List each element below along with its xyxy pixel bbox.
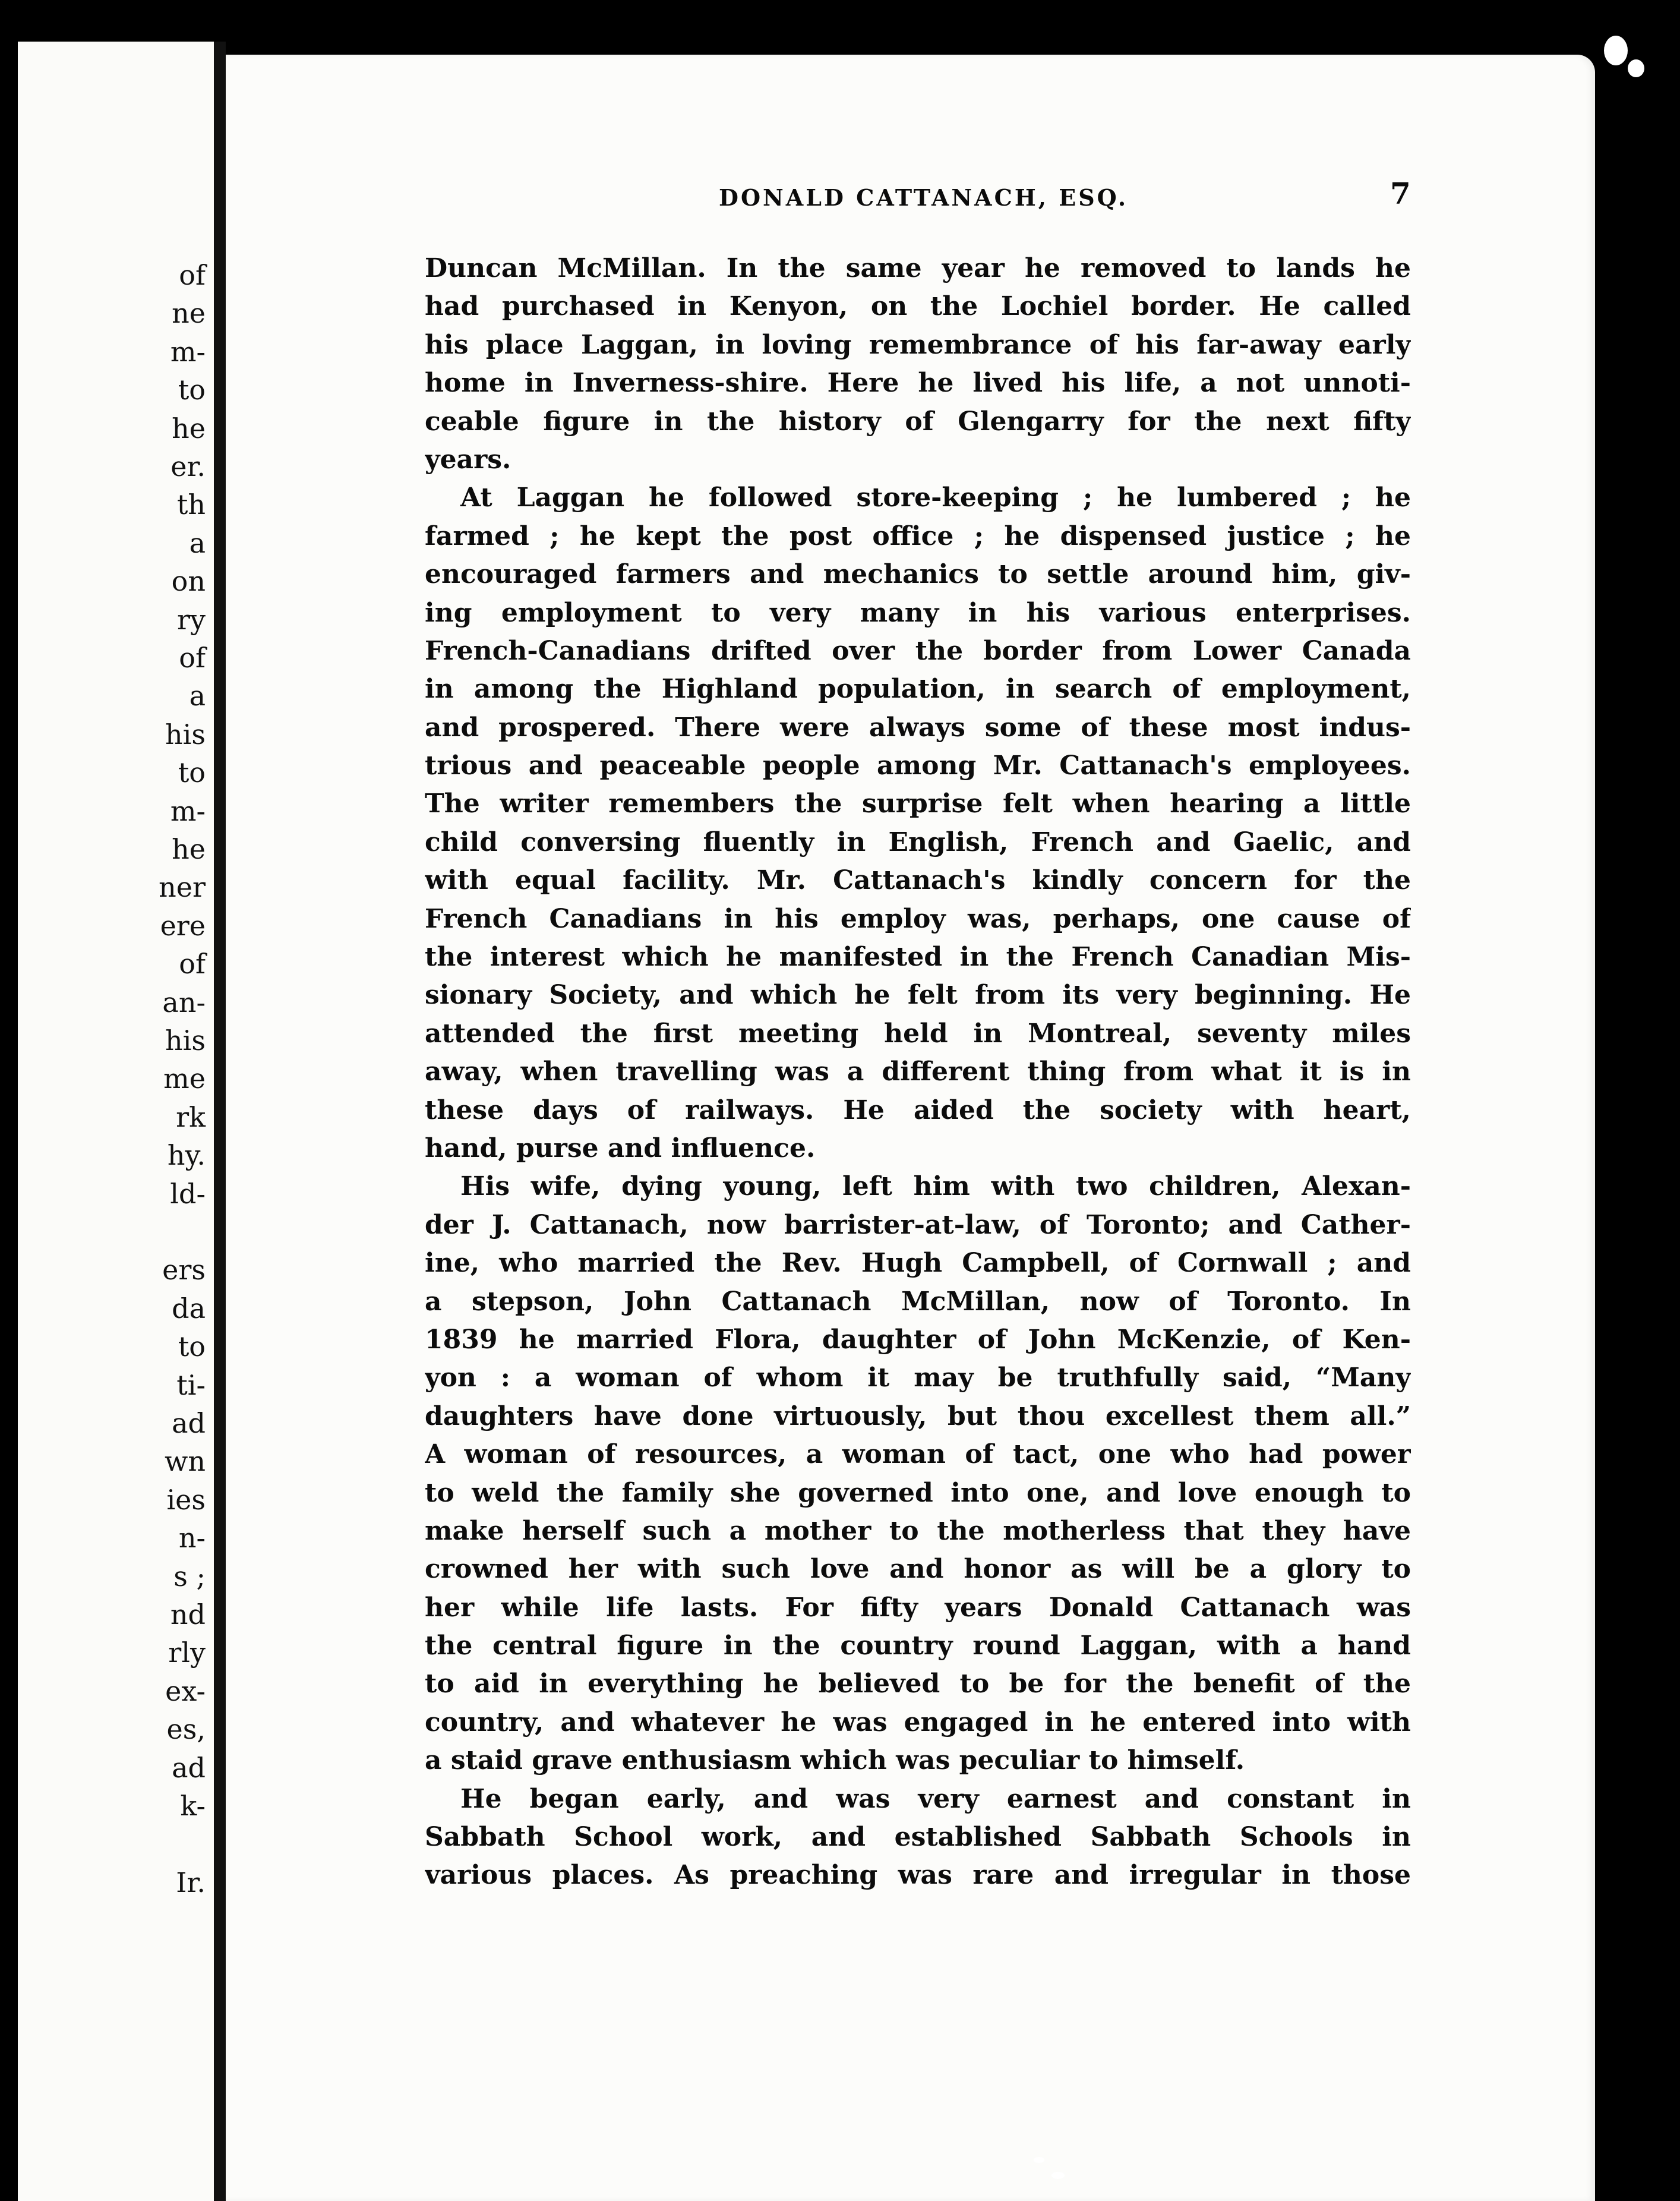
left-page-fragment: er. (170, 450, 206, 483)
left-page-fragment: on (171, 565, 206, 598)
text-line: His wife, dying young, left him with two children, Alexan- (460, 1171, 1411, 1202)
left-page-fragment: m- (170, 794, 206, 827)
left-page-fragment: Ir. (176, 1866, 206, 1899)
text-line: various places. As preaching was rare and irregular in those (425, 1860, 1411, 1891)
text-line: away, when travelling was a different thing from what it is in (425, 1057, 1411, 1087)
left-page-fragment: he (172, 833, 206, 865)
text-line: yon : a woman of whom it may be truthfully said, “Many (425, 1363, 1411, 1393)
left-page-fragment: a (189, 680, 206, 712)
previous-page-edge (18, 42, 214, 2201)
text-line: had purchased in Kenyon, on the Lochiel border. He called (425, 291, 1411, 322)
left-page-fragment: ers (162, 1254, 206, 1286)
left-page-fragment: th (176, 488, 206, 521)
scan-speck (1604, 36, 1628, 65)
text-line: Duncan McMillan. In the same year he removed to lands he (425, 253, 1411, 283)
left-page-fragment: ere (160, 909, 206, 942)
left-page-fragment: nd (170, 1598, 206, 1631)
left-page-fragment: to (178, 756, 206, 789)
text-line: country, and whatever he was engaged in he entered into with (425, 1707, 1411, 1738)
scan-speck (1034, 2157, 1044, 2163)
text-line: 1839 he married Flora, daughter of John McKenzie, of Ken- (425, 1324, 1411, 1355)
text-line: a stepson, John Cattanach McMillan, now of Toronto. In (425, 1286, 1411, 1317)
text-line: in among the Highland population, in search of employment, (425, 674, 1411, 705)
left-page-fragment: ner (159, 871, 206, 904)
text-line: sionary Society, and which he felt from its very beginning. He (425, 980, 1411, 1011)
text-line: years. (425, 444, 511, 475)
running-head-title: DONALD CATTANACH, ESQ. (719, 184, 1129, 211)
text-line: hand, purse and influence. (425, 1133, 816, 1163)
page-number: 7 (1390, 176, 1411, 211)
text-line: the interest which he manifested in the French Canadian Mis- (425, 942, 1411, 973)
left-page-fragment: me (163, 1062, 206, 1095)
left-page-fragment: rly (168, 1636, 206, 1669)
left-page-fragment: n- (178, 1522, 206, 1554)
text-line: a staid grave enthusiasm which was peculiar to himself. (425, 1745, 1245, 1776)
left-page-fragment: s ; (173, 1560, 206, 1593)
left-page-fragment: his (165, 718, 206, 751)
left-page-fragment: wn (165, 1445, 206, 1478)
left-page-fragment: ti- (176, 1368, 206, 1401)
text-line: ine, who married the Rev. Hugh Campbell, of Cornwall ; and (425, 1248, 1411, 1279)
left-page-fragment: to (178, 1330, 206, 1363)
left-page-fragment: ies (166, 1483, 206, 1516)
left-page-fragment: ry (177, 603, 206, 636)
text-line: French-Canadians drifted over the border from Lower Canada (425, 635, 1411, 666)
left-page-fragment: ad (172, 1751, 206, 1784)
text-line: child conversing fluently in English, French and Gaelic, and (425, 827, 1411, 857)
left-page-fragment: of (179, 642, 206, 674)
left-page-fragment: he (172, 412, 206, 444)
text-line: At Laggan he followed store-keeping ; he lumbered ; he (460, 483, 1411, 513)
text-line: attended the first meeting held in Montreal, seventy miles (425, 1018, 1411, 1049)
text-line: with equal facility. Mr. Cattanach's kindly concern for the (425, 865, 1411, 896)
text-line: der J. Cattanach, now barrister-at-law, of Toronto; and Cather- (425, 1209, 1411, 1240)
text-line: ing employment to very many in his various enterprises. (425, 597, 1411, 628)
text-line: farmed ; he kept the post office ; he dispensed justice ; he (425, 521, 1411, 551)
left-page-fragment: of (179, 259, 206, 291)
text-line: his place Laggan, in loving remembrance of his far-away early (425, 329, 1411, 360)
text-line: to weld the family she governed into one, and love enough to (425, 1477, 1411, 1508)
left-page-fragment: k- (180, 1790, 206, 1822)
scan-speck (1051, 2172, 1065, 2179)
scan-speck (1628, 59, 1644, 77)
left-page-fragment: m- (170, 335, 206, 368)
text-line: the central figure in the country round Laggan, with a hand (425, 1631, 1411, 1661)
text-line: to aid in everything he believed to be for the benefit of the (425, 1669, 1411, 1699)
text-line: The writer remembers the surprise felt when hearing a little (425, 789, 1411, 819)
text-line: and prospered. There were always some of these most indus- (425, 712, 1411, 743)
text-line: trious and peaceable people among Mr. Cattanach's employees. (425, 751, 1411, 781)
left-page-fragment: to (178, 374, 206, 406)
text-line: Sabbath School work, and established Sabbath Schools in (425, 1822, 1411, 1853)
text-line: A woman of resources, a woman of tact, one who had power (425, 1439, 1411, 1470)
left-page-fragment: da (172, 1292, 206, 1325)
left-page-fragment: rk (176, 1100, 206, 1133)
left-page-fragment: of (179, 948, 206, 980)
text-line: French Canadians in his employ was, perhaps, one cause of (425, 903, 1411, 934)
text-line: make herself such a mother to the motherless that they have (425, 1515, 1411, 1546)
text-line: He began early, and was very earnest and constant in (460, 1783, 1411, 1814)
left-page-fragment: ne (172, 297, 206, 330)
text-line: ceable figure in the history of Glengarry for the next fifty (425, 406, 1411, 437)
text-line: encouraged farmers and mechanics to settle around him, giv- (425, 559, 1411, 590)
book-gutter (214, 42, 226, 2201)
left-page-fragment: his (165, 1024, 206, 1057)
text-line: home in Inverness-shire. Here he lived his life, a not unnoti- (425, 368, 1411, 399)
text-line: crowned her with such love and honor as will be a glory to (425, 1554, 1411, 1585)
text-line: daughters have done virtuously, but thou excellest them all.” (425, 1401, 1411, 1431)
left-page-fragment: ad (172, 1407, 206, 1439)
body-text (425, 250, 1411, 1895)
text-line: her while life lasts. For fifty years Donald Cattanach was (425, 1592, 1411, 1623)
text-line: these days of railways. He aided the society with heart, (425, 1095, 1411, 1125)
left-page-fragment: es, (166, 1713, 206, 1746)
left-page-fragment: an- (162, 986, 206, 1018)
left-page-fragment: ex- (165, 1675, 206, 1707)
left-page-fragment: hy. (167, 1139, 206, 1172)
left-page-fragment: a (189, 526, 206, 559)
left-page-fragment: ld- (170, 1177, 206, 1210)
